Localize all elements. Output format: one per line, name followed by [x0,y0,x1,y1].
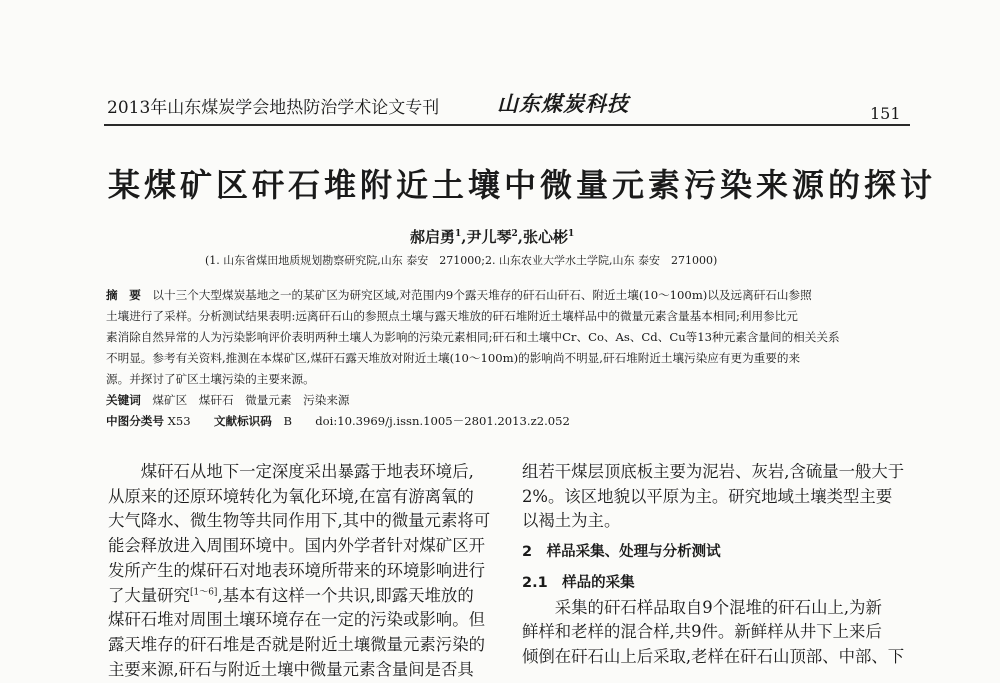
keywords: 煤矿区 煤矸石 微量元素 污染来源 [152,393,350,407]
abstract-block [106,285,906,432]
paper-title: 某煤矿区矸石堆附近土壤中微量元素污染来源的探讨 [108,166,937,204]
doi: doi:10.3969/j.issn.1005－2801.2013.z2.052 [315,414,570,428]
abstract-line: 不明显。参考有关资料,推测在本煤矿区,煤矸石露天堆放对附近土壤(10～100m)的影响尚不明显,矸石堆附近土壤污染应有更为重要的来 [106,351,801,365]
paragraph-line: 倾倒在矸石山上后采取,老样在矸石山顶部、中部、下 [522,646,905,666]
body-right-column [522,460,912,670]
body-left-column [108,460,494,682]
author-2-affil: 2 [511,229,518,239]
paragraph-line: 以褐土为主。 [522,511,621,531]
abstract-line: 土壤进行了采样。分析测试结果表明:远离矸石山的参照点土壤与露天堆放的矸石堆附近土壤样品中的微量元素含量基本相同;利用参比元 [106,309,798,323]
doc-code-value: B [283,414,293,428]
section-heading-2: 2 样品采集、处理与分析测试 [522,544,721,561]
paragraph-line: 2%。该区地貌以平原为主。研究地域土壤类型主要 [522,486,893,506]
paragraph-line: 发所产生的煤矸石对地表环境所带来的环境影响进行 [108,560,485,580]
doc-code-label: 文献标识码 [213,414,272,428]
abstract-line: 素消除自然异常的人为污染影响评价表明两种土壤人为影响的污染元素相同;矸石和土壤中Cr、Co、As、Cd、Cu等13种元素含量间的相关关系 [106,330,840,344]
paragraph-line: 鲜样和老样的混合样,共9件。新鲜样从井下上来后 [522,622,882,642]
paragraph-line: 主要来源,矸石与附近土壤中微量元素含量间是否具 [108,659,474,679]
keywords-label: 关键词 [106,393,141,407]
paragraph-line: 煤矸石堆对周围土壤环境存在一定的污染或影响。但 [108,610,485,630]
paragraph-line: 露天堆存的矸石堆是否就是附近土壤微量元素污染的 [108,634,485,654]
citation-ref: [1～6] [189,587,218,598]
author-3: 张心彬 [523,228,569,246]
header-rule [104,124,910,126]
paragraph-line: 组若干煤层顶底板主要为泥岩、灰岩,含硫量一般大于 [522,462,905,481]
author-2: 尹儿琴 [466,228,512,246]
abstract-text: 以十三个大型煤炭基地之一的某矿区为研究区域,对范围内9个露天堆存的矸石山矸石、附近土壤(10～100m)以及远离矸石山参照 [152,288,812,302]
text-segment: 了大量研究 [108,585,190,605]
paragraph-line: 采集的矸石样品取自9个混堆的矸石山上,为新 [522,597,882,617]
paragraph-line: 煤矸石从地下一定深度采出暴露于地表环境后, [108,462,474,481]
clc-label: 中图分类号 [106,414,164,428]
abstract-label: 摘 要 [106,288,141,302]
journal-logo: 山东煤炭科技 [497,91,629,116]
text-segment: ,基本有这样一个共识,即露天堆放的 [217,585,474,605]
section-heading-2-1: 2.1 样品的采集 [522,574,635,591]
clc-value: X53 [167,414,191,428]
author-3-affil: 1 [568,229,575,239]
classification-line [106,411,906,432]
page-number: 151 [870,104,901,123]
paragraph-line: 大气降水、微生物等共同作用下,其中的微量元素将可 [108,511,491,531]
author-list: 郝启勇$^1$,尹儿琴$^2$,张心彬$^1$ [410,228,575,246]
paragraph-line: 从原来的还原环境转化为氧化环境,在富有游离氧的 [108,486,474,506]
author-1-affil: 1 [455,229,462,239]
journal-header: 2013年山东煤炭学会地热防治学术论文专刊 [107,98,440,118]
abstract-line: 源。并探讨了矿区土壤污染的主要来源。 [106,372,315,386]
paragraph-line [108,584,494,609]
author-1: 郝启勇 [410,228,456,246]
affiliations: (1. 山东省煤田地质规划勘察研究院,山东 泰安 271000;2. 山东农业大学水土学院,山东 泰安 271000) [205,254,718,267]
paragraph-line: 能会释放进入周围环境中。国内外学者针对煤矿区开 [108,536,485,556]
keywords-line [106,390,906,411]
abstract-line [106,285,906,306]
